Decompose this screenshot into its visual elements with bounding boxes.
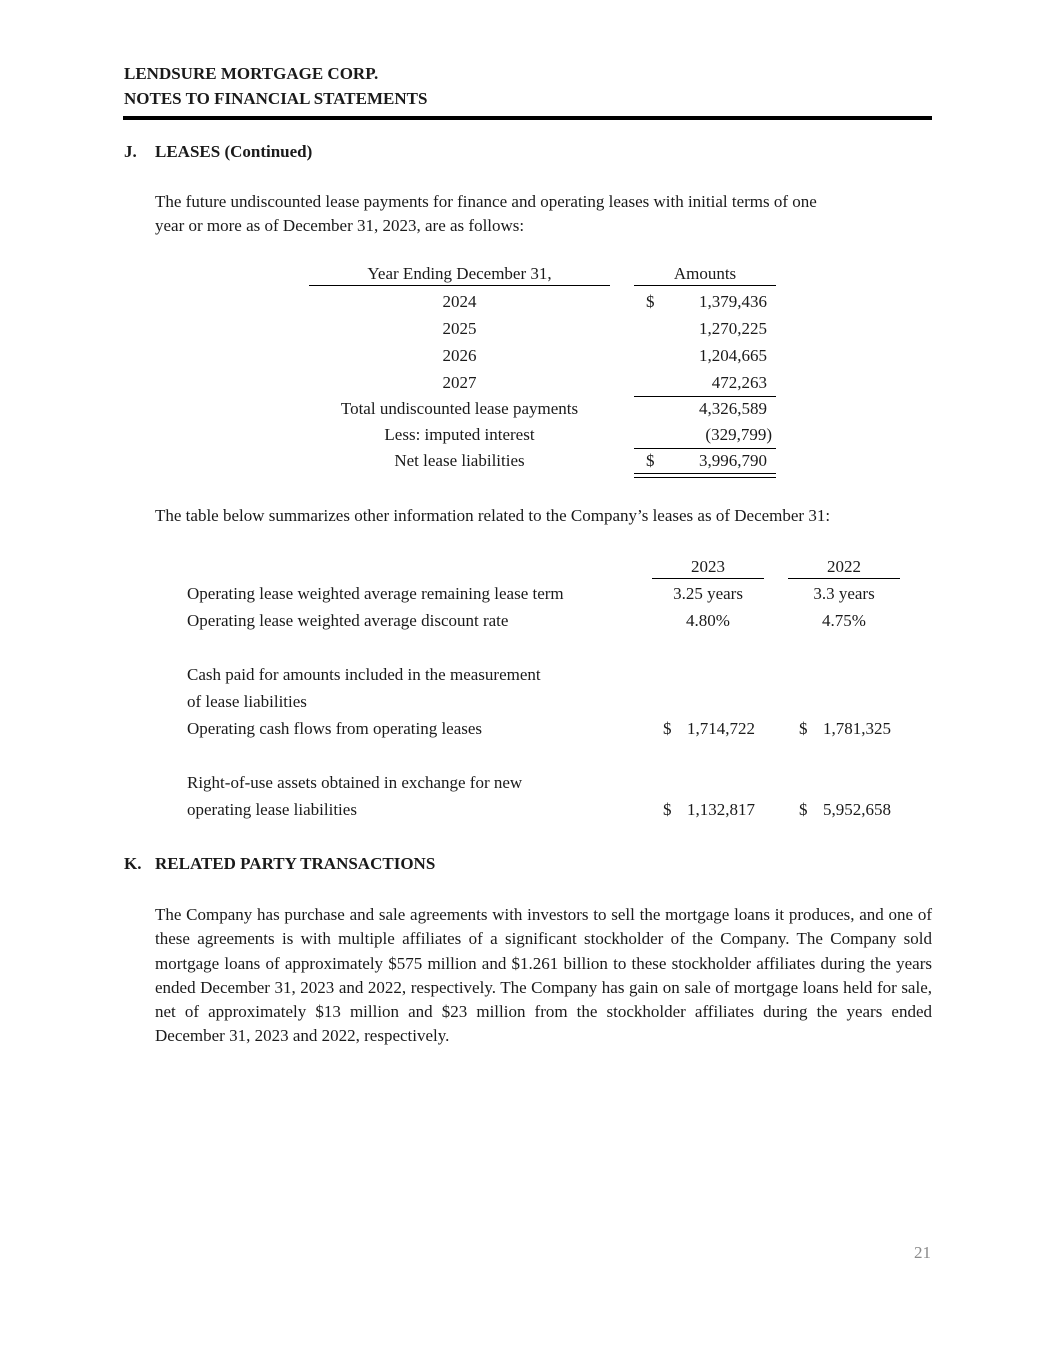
total-payments-label: Total undiscounted lease payments: [340, 399, 579, 418]
subtotal-rule: [634, 396, 776, 397]
double-rule: [634, 473, 776, 478]
net-liabilities-amount: 3,996,790: [699, 451, 767, 470]
page-number: 21: [914, 1243, 931, 1262]
column-header-year: Year Ending December 31,: [309, 264, 610, 286]
currency-symbol: $: [646, 292, 655, 311]
rate-2023: 4.80%: [686, 611, 730, 630]
lease-row-amount: 1,204,665: [699, 346, 767, 365]
section-j-intro-line-2: year or more as of December 31, 2023, are as follows:: [155, 216, 525, 235]
rou-label-line-1: Right-of-use assets obtained in exchange for new: [187, 773, 523, 792]
currency-symbol: $: [799, 719, 808, 738]
company-name: LENDSURE MORTGAGE CORP.: [124, 64, 379, 83]
currency-symbol: $: [646, 451, 655, 470]
currency-symbol: $: [663, 800, 672, 819]
total-payments-amount: 4,326,589: [699, 399, 767, 418]
cash-paid-label-line-2: of lease liabilities: [187, 692, 307, 711]
lease-row-label: 2025: [442, 319, 477, 338]
related-party-paragraph: The Company has purchase and sale agreements with investors to sell the mortgage loans it produces, and one of these agreements is with multiple affiliates of a significant stockholder of the Company. The Company sold mortgage loans of approximately $575 million and $1.261 billion to these stockholder affiliates during the years ended December 31, 2023 and 2022, respectively. The Company has gain on sale of mortgage loans held for sale, net of approximately $13 million and $23 million from the stockholder affiliates during the years ended December 31, 2023 and 2022, respectively.: [155, 905, 932, 1046]
currency-symbol: $: [663, 719, 672, 738]
section-k-letter: K.: [124, 854, 142, 873]
net-liabilities-label: Net lease liabilities: [394, 451, 525, 470]
lease-row-amount: 472,263: [711, 373, 767, 392]
section-j-title: LEASES (Continued): [155, 142, 313, 161]
rate-label: Operating lease weighted average discount rate: [187, 611, 509, 630]
term-label: Operating lease weighted average remaining lease term: [187, 584, 564, 603]
imputed-interest-amount: (329,799): [705, 425, 772, 444]
term-2023: 3.25 years: [673, 584, 743, 603]
cash-flows-2023: 1,714,722: [687, 719, 755, 738]
cash-paid-label-line-1: Cash paid for amounts included in the measurement: [187, 665, 541, 684]
column-header-2023: 2023: [652, 557, 764, 579]
rou-2022: 5,952,658: [823, 800, 891, 819]
document-subtitle: NOTES TO FINANCIAL STATEMENTS: [124, 89, 428, 108]
column-header-2022: 2022: [788, 557, 900, 579]
column-header-amounts: Amounts: [634, 264, 776, 286]
section-j-letter: J.: [124, 142, 137, 161]
rou-2023: 1,132,817: [687, 800, 755, 819]
summary-intro: The table below summarizes other information related to the Company’s leases as of December 31:: [155, 506, 831, 525]
lease-row-label: 2026: [442, 346, 477, 365]
section-j-intro-line-1: The future undiscounted lease payments for finance and operating leases with initial terms of one: [155, 192, 817, 211]
operating-cash-flows-label: Operating cash flows from operating leases: [187, 719, 483, 738]
term-2022: 3.3 years: [813, 584, 875, 603]
lease-row-amount: 1,379,436: [699, 292, 767, 311]
currency-symbol: $: [799, 800, 808, 819]
lease-row-label: 2027: [442, 373, 477, 392]
lease-row-amount: 1,270,225: [699, 319, 767, 338]
rate-2022: 4.75%: [822, 611, 866, 630]
rou-label-line-2: operating lease liabilities: [187, 800, 357, 819]
lease-row-label: 2024: [442, 292, 477, 311]
section-k-title: RELATED PARTY TRANSACTIONS: [155, 854, 436, 873]
header-rule: [123, 116, 932, 120]
interest-rule: [634, 448, 776, 449]
imputed-interest-label: Less: imputed interest: [384, 425, 535, 444]
cash-flows-2022: 1,781,325: [823, 719, 891, 738]
